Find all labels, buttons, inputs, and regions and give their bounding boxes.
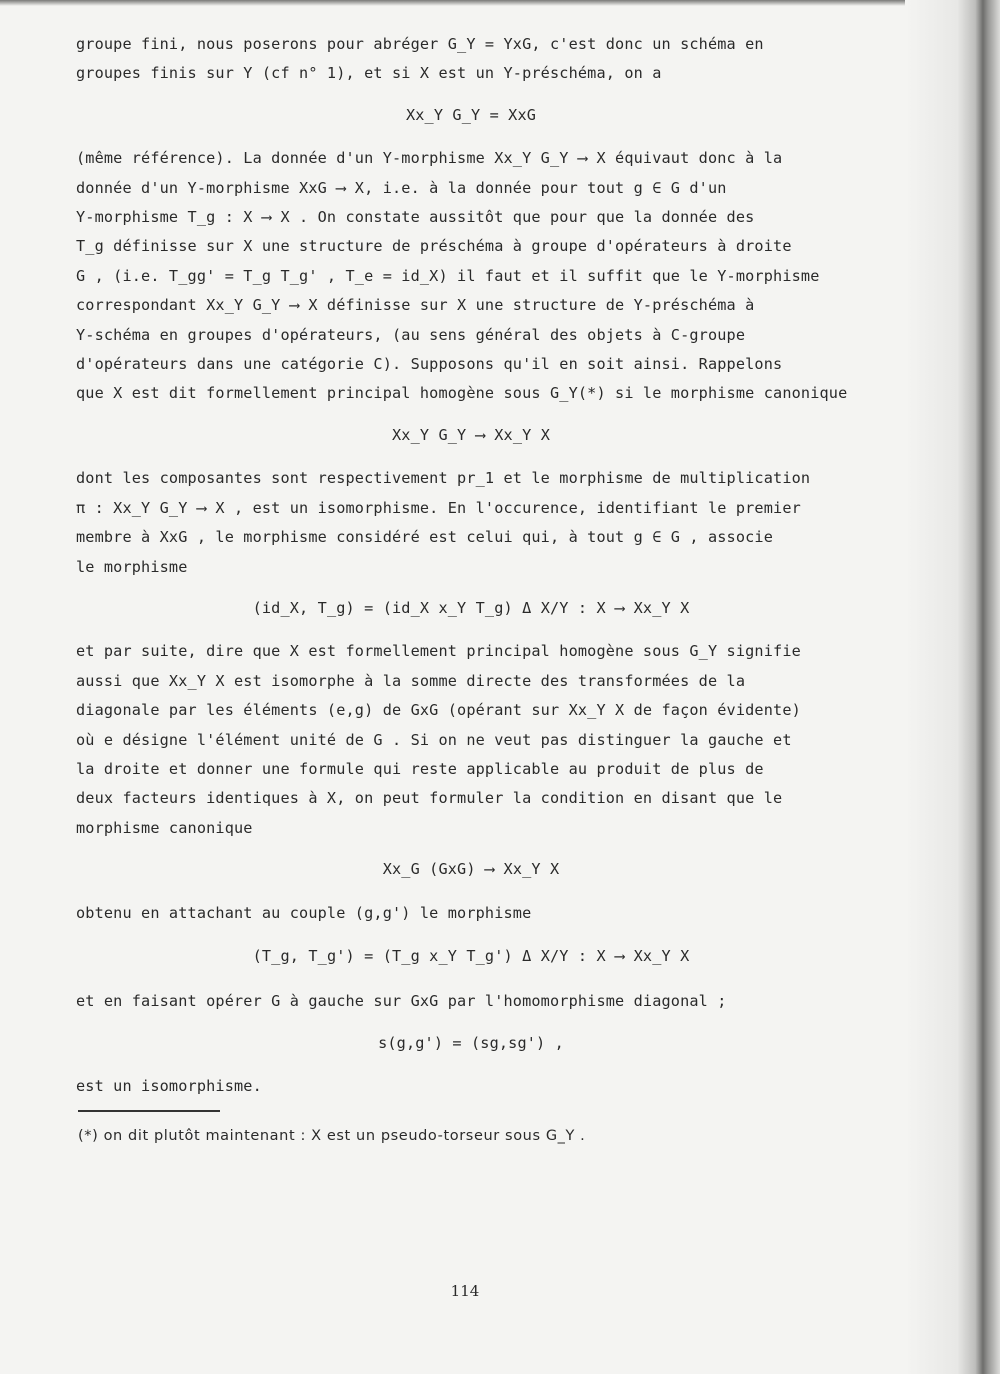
text-line: T_g définisse sur X une structure de préschéma à groupe d'opérateurs à droite bbox=[76, 237, 792, 256]
text-line: dont les composantes sont respectivement pr_1 et le morphisme de multiplication bbox=[76, 469, 811, 488]
text-line: et par suite, dire que X est formellement principal homogène sous G_Y signifie bbox=[76, 642, 801, 661]
scan-binding-edge bbox=[905, 0, 1000, 1374]
formula: s(g,g') = (sg,sg') , bbox=[378, 1033, 564, 1052]
text-line: G , (i.e. T_gg' = T_g T_g' , T_e = id_X) il faut et il suffit que le Y-morphisme bbox=[76, 266, 820, 285]
text-line: groupe fini, nous poserons pour abréger G_Y = YxG, c'est donc un schéma en bbox=[76, 35, 764, 53]
text-line: est un isomorphisme. bbox=[76, 1077, 262, 1096]
text-line: où e désigne l'élément unité de G . Si on ne veut pas distinguer la gauche et bbox=[76, 730, 792, 749]
formula: Xx_Y G_Y = XxG bbox=[405, 105, 537, 124]
page-number: 114 bbox=[450, 1282, 480, 1300]
text-line: membre à XxG , le morphisme considéré est celui qui, à tout g ∈ G , associe bbox=[76, 528, 774, 547]
text-line: diagonale par les éléments (e,g) de GxG (opérant sur Xx_Y X de façon évidente) bbox=[76, 701, 801, 720]
text-line: le morphisme bbox=[76, 557, 188, 576]
formula: (T_g, T_g') = (T_g x_Y T_g') Δ X/Y : X ⟶ Xx_Y X bbox=[252, 946, 690, 965]
text-line: π : Xx_Y G_Y ⟶ X , est un isomorphisme. En l'occurence, identifiant le premier bbox=[76, 498, 801, 517]
text-line: et en faisant opérer G à gauche sur GxG par l'homomorphisme diagonal ; bbox=[76, 992, 727, 1011]
formula: (id_X, T_g) = (id_X x_Y T_g) Δ X/Y : X ⟶ Xx_Y X bbox=[252, 598, 690, 617]
footnote-separator bbox=[78, 1110, 220, 1112]
text-line: donnée d'un Y-morphisme XxG ⟶ X, i.e. à la donnée pour tout g ∈ G d'un bbox=[76, 178, 727, 197]
text-line: que X est dit formellement principal homogène sous G_Y(*) si le morphisme canonique bbox=[76, 384, 848, 403]
main-text bbox=[76, 30, 866, 1102]
text-line: groupes finis sur Y (cf n° 1), et si X est un Y-préschéma, on a bbox=[76, 64, 662, 83]
text-line: aussi que Xx_Y X est isomorphe à la somme directe des transformées de la bbox=[76, 671, 746, 690]
text-line: la droite et donner une formule qui reste applicable au produit de plus de bbox=[76, 759, 764, 778]
text-line: (même référence). La donnée d'un Y-morphisme Xx_Y G_Y ⟶ X équivaut donc à la bbox=[76, 149, 783, 168]
footnote: (*) on dit plutôt maintenant : X est un pseudo-torseur sous G_Y . bbox=[78, 1128, 586, 1144]
text-line: Y-morphisme T_g : X ⟶ X . On constate aussitôt que pour que la donnée des bbox=[76, 208, 755, 227]
text-line: d'opérateurs dans une catégorie C). Supposons qu'il en soit ainsi. Rappelons bbox=[76, 355, 783, 374]
scan-top-edge bbox=[0, 0, 1000, 6]
text-line: morphisme canonique bbox=[76, 818, 253, 837]
text-line: obtenu en attachant au couple (g,g') le morphisme bbox=[76, 903, 532, 922]
text-line: deux facteurs identiques à X, on peut formuler la condition en disant que le bbox=[76, 789, 783, 808]
text-line: correspondant Xx_Y G_Y ⟶ X définisse sur X une structure de Y-préschéma à bbox=[76, 296, 755, 315]
text-line: Y-schéma en groupes d'opérateurs, (au sens général des objets à C-groupe bbox=[76, 325, 746, 344]
formula: Xx_Y G_Y ⟶ Xx_Y X bbox=[392, 425, 550, 444]
formula: Xx_G (GxG) ⟶ Xx_Y X bbox=[382, 860, 560, 879]
